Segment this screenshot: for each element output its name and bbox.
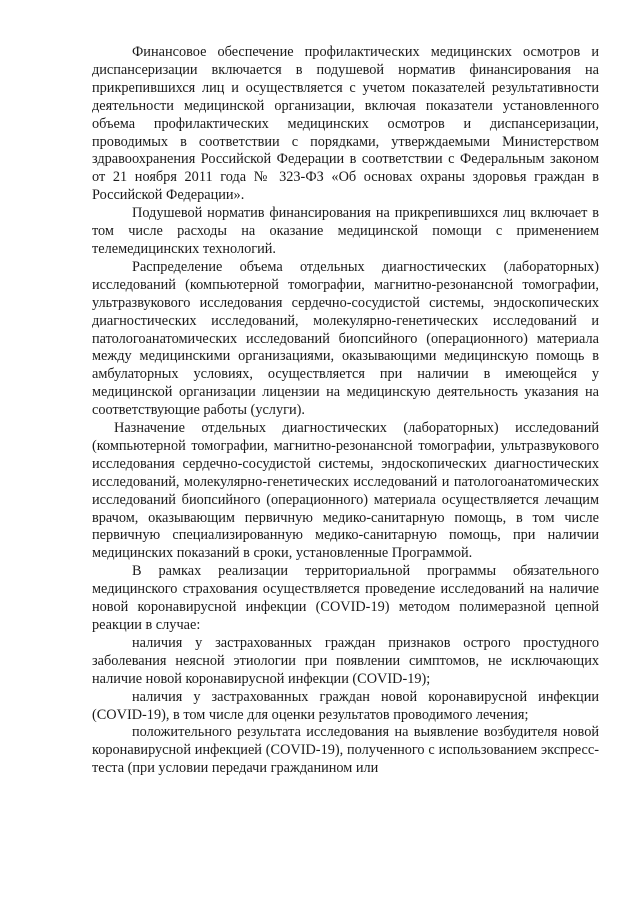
list-item-covid-confirmed: наличия у застрахованных граждан новой коронавирусной инфекции (COVID-19), в том числе для оценки результатов проводимого лечения; bbox=[92, 688, 599, 723]
paragraph-distribution-diagnostics: Распределение объема отдельных диагностических (лабораторных) исследований (компьютерной томографии, магнитно-резонансной томографии, ультразвукового исследования сердечно-сосудистой системы, эндоскопических диагностических исследований, молекулярно-генетических исследований и патологоанатомических исследований биопсийного (операционного) материала между медицинскими организациями, оказывающими медицинскую помощь в амбулаторных условиях, осуществляется при наличии в имеющейся у медицинской организации лицензии на медицинскую деятельность указания на соответствующие работы (услуги). bbox=[92, 258, 599, 419]
list-item-acute-cold-signs: наличия у застрахованных граждан признаков острого простудного заболевания неясной этиологии при появлении симптомов, не исключающих наличие новой коронавирусной инфекции (COVID-19); bbox=[92, 634, 599, 687]
paragraph-per-capita-standard: Подушевой норматив финансирования на прикрепившихся лиц включает в том числе расходы на оказание медицинской помощи с применением телемедицинских технологий. bbox=[92, 205, 599, 257]
document-body bbox=[92, 44, 599, 778]
paragraph-covid-pcr-testing: В рамках реализации территориальной программы обязательного медицинского страхования осуществляется проведение исследований на наличие новой коронавирусной инфекции (COVID-19) методом полимеразной цепной реакции в случае: bbox=[92, 563, 599, 633]
paragraph-prescription-diagnostics: Назначение отдельных диагностических (лабораторных) исследований (компьютерной томографии, магнитно-резонансной томографии, ультразвукового исследования сердечно-сосудистой системы, эндоскопических диагностических исследований, молекулярно-генетических исследований и патологоанатомических исследований биопсийного (операционного) материала осуществляется лечащим врачом, оказывающим первичную медико-санитарную помощь, в том числе первичную специализированную медико-санитарную помощь, при наличии медицинских показаний в сроки, установленные Программой. bbox=[92, 420, 599, 562]
paragraph-financing-checkups: Финансовое обеспечение профилактических медицинских осмотров и диспансеризации включается в подушевой норматив финансирования на прикрепившихся лиц и осуществляется с учетом показателей результативности деятельности медицинской организации, включая показатели установленного объема профилактических медицинских осмотров и диспансеризации, проводимых в соответствии с порядками, утверждаемыми Министерством здравоохранения Российской Федерации в соответствии с Федеральным законом от 21 ноября 2011 года № 323-ФЗ «Об основах охраны здоровья граждан в Российской Федерации». bbox=[92, 44, 599, 204]
list-item-express-test-positive: положительного результата исследования на выявление возбудителя новой коронавирусной инфекцией (COVID-19), полученного с использованием экспресс-теста (при условии передачи гражданином или bbox=[92, 724, 599, 777]
